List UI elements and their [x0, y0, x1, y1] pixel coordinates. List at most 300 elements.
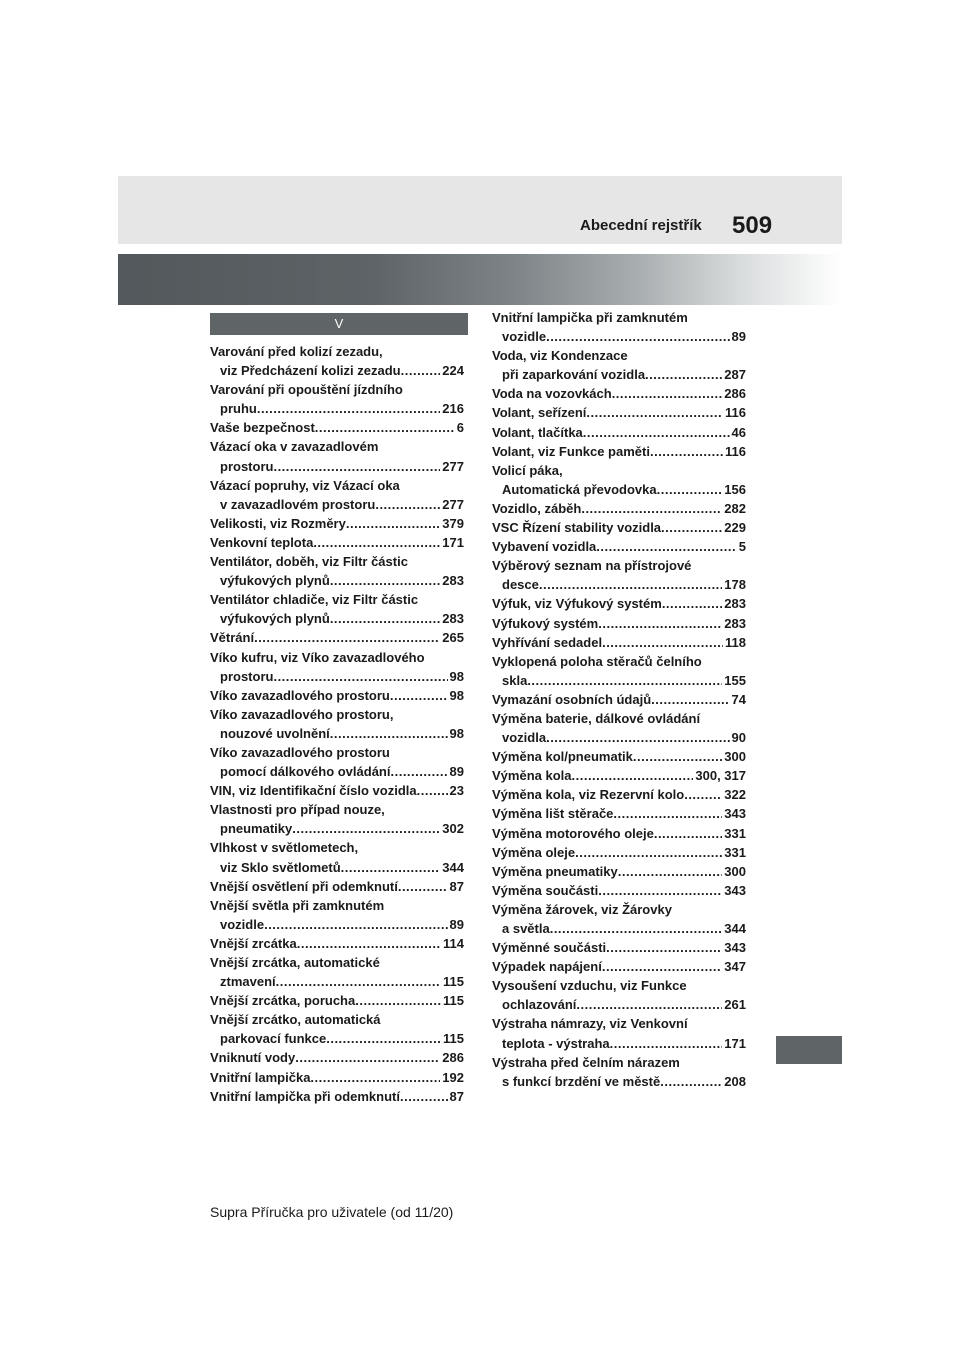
index-term: výfukových plynů — [220, 573, 330, 589]
index-entry-line — [210, 1029, 464, 1048]
index-entry-line — [210, 1068, 464, 1087]
leader-dots — [341, 858, 441, 877]
index-entry — [492, 403, 746, 422]
page-reference: 343 — [724, 940, 746, 956]
leader-dots — [546, 728, 729, 747]
index-entry — [492, 556, 746, 594]
index-term: Víko zavazadlového prostoru — [210, 687, 390, 703]
leader-dots — [654, 824, 722, 843]
index-term: Vaše bezpečnost — [210, 420, 315, 436]
index-term: viz Předcházení kolizi zezadu — [220, 363, 401, 379]
page-reference: 98 — [449, 668, 464, 684]
index-entry-line — [492, 403, 746, 422]
index-term: skla — [502, 672, 528, 688]
index-entry — [210, 418, 464, 437]
index-entry — [210, 896, 464, 934]
index-entry-line — [210, 724, 464, 743]
page-reference: 300, 317 — [695, 768, 746, 784]
index-term: Výměna oleje — [492, 844, 576, 860]
index-entry-line — [210, 609, 464, 628]
leader-dots — [606, 938, 722, 957]
page-reference: 98 — [449, 687, 464, 703]
index-entry — [210, 533, 464, 552]
index-term: Výstraha před čelním nárazem — [492, 1054, 680, 1070]
page-reference: 98 — [449, 725, 464, 741]
page-footer: Supra Příručka pro uživatele (od 11/20) — [210, 1204, 454, 1220]
leader-dots — [633, 747, 722, 766]
index-entry — [492, 614, 746, 633]
page-reference: 277 — [442, 496, 464, 512]
index-term: v zavazadlovém prostoru — [220, 496, 376, 512]
page-reference: 74 — [731, 691, 746, 707]
index-entry — [492, 652, 746, 690]
index-entry-line — [492, 365, 746, 384]
index-entry-line — [492, 690, 746, 709]
index-entry-line — [492, 728, 746, 747]
index-entry — [492, 423, 746, 442]
leader-dots — [297, 934, 441, 953]
index-entry — [492, 594, 746, 613]
leader-dots — [401, 361, 441, 380]
index-entry-line — [492, 995, 746, 1014]
index-entry-line — [492, 862, 746, 881]
index-entry-line — [492, 308, 746, 327]
index-term: pneumatiky — [220, 821, 293, 837]
page-reference: 192 — [442, 1069, 464, 1085]
leader-dots — [661, 518, 722, 537]
section-title: Abecední rejstřík — [580, 217, 702, 234]
leader-dots — [273, 667, 447, 686]
index-term: Voda, viz Kondenzace — [492, 348, 628, 364]
index-entry — [492, 518, 746, 537]
index-entry-line — [210, 1010, 464, 1029]
index-term: ochlazování — [502, 997, 577, 1013]
index-entry-line — [210, 705, 464, 724]
index-entry — [492, 976, 746, 1014]
index-term: Automatická převodovka — [502, 481, 657, 497]
index-term: Vnější osvětlení při odemknutí — [210, 878, 398, 894]
page-reference: 229 — [724, 520, 746, 536]
leader-dots — [264, 915, 447, 934]
index-entry — [492, 843, 746, 862]
index-term: vozidle — [502, 329, 547, 345]
index-entry-line — [492, 594, 746, 613]
index-entry-line — [492, 537, 746, 556]
index-entry-line — [210, 743, 464, 762]
index-entry-line — [492, 652, 746, 671]
page-reference: 347 — [724, 959, 746, 975]
index-term: Výměna kola, viz Rezervní kolo — [492, 787, 685, 803]
index-entry — [210, 552, 464, 590]
index-entry — [210, 590, 464, 628]
page-reference: 171 — [724, 1035, 746, 1051]
page-reference: 156 — [724, 481, 746, 497]
index-entry-line — [492, 843, 746, 862]
index-entry — [492, 957, 746, 976]
index-entry-line — [492, 976, 746, 995]
leader-dots — [326, 1029, 441, 1048]
index-entry — [492, 690, 746, 709]
index-entry — [492, 442, 746, 461]
index-entry-line — [210, 667, 464, 686]
leader-dots — [292, 819, 440, 838]
index-term: Větrání — [210, 630, 255, 646]
index-term: Volant, tlačítka — [492, 424, 583, 440]
index-entry — [492, 785, 746, 804]
index-term: Velikosti, viz Rozměry — [210, 515, 346, 531]
index-term: Výměna lišt stěrače — [492, 806, 614, 822]
index-term: ztmavení — [220, 974, 276, 990]
index-entry — [492, 1014, 746, 1052]
index-entry-line — [210, 858, 464, 877]
index-entry-line — [210, 877, 464, 896]
index-term: desce — [502, 577, 539, 593]
index-entry-line — [492, 327, 746, 346]
index-entry-line — [210, 533, 464, 552]
leader-dots — [596, 537, 736, 556]
index-entry — [492, 900, 746, 938]
index-entry-line — [210, 915, 464, 934]
index-entry-line — [210, 514, 464, 533]
index-entry — [210, 514, 464, 533]
index-entry — [492, 766, 746, 785]
page-reference: 286 — [442, 1050, 464, 1066]
leader-dots — [602, 633, 723, 652]
index-entry-line — [492, 1014, 746, 1033]
leader-dots — [618, 862, 723, 881]
page-reference: 287 — [724, 367, 746, 383]
page-reference: 343 — [724, 882, 746, 898]
page-reference: 87 — [449, 1088, 464, 1104]
index-term: Volant, seřízení — [492, 405, 587, 421]
index-term: Volant, viz Funkce paměti — [492, 443, 650, 459]
index-entry-line — [492, 575, 746, 594]
page-reference: 283 — [442, 611, 464, 627]
leader-dots — [346, 514, 440, 533]
page-reference: 286 — [724, 386, 746, 402]
index-entry — [210, 877, 464, 896]
page-reference: 115 — [443, 1031, 464, 1047]
index-entry-line — [210, 590, 464, 609]
leader-dots — [254, 628, 440, 647]
index-term: Vnitřní lampička při odemknutí — [210, 1088, 400, 1104]
index-term: Vysoušení vzduchu, viz Funkce — [492, 978, 687, 994]
index-term: Vnitřní lampička při zamknutém — [492, 310, 688, 325]
page-reference: 322 — [724, 787, 746, 803]
index-entry-line — [492, 1053, 746, 1072]
index-entry-line — [492, 766, 746, 785]
index-term: Vnější zrcátka, porucha — [210, 993, 356, 1009]
index-term: Vnější zrcátka, automatické — [210, 955, 380, 970]
index-term: Výběrový seznam na přístrojové — [492, 558, 692, 574]
index-term: Víko kufru, viz Víko zavazadlového — [210, 649, 425, 665]
index-term: Vniknutí vody — [210, 1050, 296, 1066]
leader-dots — [575, 843, 722, 862]
page-reference: 115 — [443, 974, 464, 990]
page-reference: 379 — [442, 515, 464, 531]
index-entry-line — [492, 556, 746, 575]
index-term: prostoru — [220, 668, 274, 684]
index-entry-line — [492, 804, 746, 823]
index-column-left — [210, 342, 464, 1106]
index-entry-line — [210, 552, 464, 571]
index-entry-line — [492, 1072, 746, 1091]
index-entry-line — [210, 476, 464, 495]
index-term: nouzové uvolnění — [220, 725, 330, 741]
index-entry-line — [210, 781, 464, 800]
leader-dots — [330, 571, 440, 590]
index-entry-line — [210, 838, 464, 857]
page-reference: 282 — [724, 500, 746, 516]
index-term: Voda na vozovkách — [492, 386, 612, 402]
index-term: viz Sklo světlometů — [220, 859, 341, 875]
index-entry-line — [210, 762, 464, 781]
leader-dots — [539, 575, 722, 594]
index-entry-line — [210, 628, 464, 647]
index-entry-line — [210, 819, 464, 838]
index-entry-line — [210, 800, 464, 819]
index-term: pomocí dálkového ovládání — [220, 764, 391, 780]
index-term: Vnější světla při zamknutém — [210, 897, 385, 913]
index-term: Venkovní teplota — [210, 534, 314, 550]
index-term: Ventilátor chladiče, viz Filtr částic — [210, 592, 419, 608]
index-entry-line — [210, 399, 464, 418]
page-reference: 90 — [731, 730, 746, 746]
leader-dots — [315, 418, 455, 437]
index-term: Vybavení vozidla — [492, 539, 597, 555]
index-term: Vozidlo, záběh — [492, 500, 582, 516]
index-entry-line — [492, 633, 746, 652]
page-reference: 331 — [724, 825, 746, 841]
index-entry-line — [210, 437, 464, 456]
leader-dots — [550, 919, 723, 938]
index-entry-line — [492, 900, 746, 919]
leader-dots — [390, 762, 447, 781]
leader-dots — [581, 499, 722, 518]
leader-dots — [650, 442, 723, 461]
index-entry — [210, 686, 464, 705]
index-term: Výfukový systém — [492, 615, 599, 631]
page-reference: 331 — [724, 844, 746, 860]
index-entry — [492, 384, 746, 403]
index-term: s funkcí brzdění ve městě — [502, 1073, 661, 1089]
index-entry-line — [492, 957, 746, 976]
page-reference: 302 — [442, 821, 464, 837]
index-entry-line — [492, 480, 746, 499]
page-reference: 283 — [724, 596, 746, 612]
index-term: vozidla — [502, 730, 547, 746]
index-entry — [210, 838, 464, 876]
leader-dots — [602, 957, 722, 976]
page-reference: 118 — [725, 634, 746, 650]
index-term: Výměna motorového oleje — [492, 825, 654, 841]
index-entry-line — [492, 938, 746, 957]
index-term: prostoru — [220, 458, 274, 474]
index-entry — [210, 1048, 464, 1067]
index-entry — [492, 499, 746, 518]
index-entry-line — [492, 1034, 746, 1053]
leader-dots — [400, 1087, 448, 1106]
page-number: 509 — [732, 212, 773, 239]
leader-dots — [330, 609, 440, 628]
index-entry-line — [492, 824, 746, 843]
page-reference: 224 — [442, 363, 464, 379]
page-reference: 265 — [442, 630, 464, 646]
leader-dots — [310, 1068, 440, 1087]
index-entry-line — [210, 1048, 464, 1067]
leader-dots — [657, 480, 723, 499]
index-entry-line — [210, 648, 464, 667]
leader-dots — [610, 1034, 723, 1053]
page-reference: 343 — [724, 806, 746, 822]
leader-dots — [586, 403, 723, 422]
index-term: parkovací funkce — [220, 1031, 327, 1047]
page-reference: 155 — [724, 672, 746, 688]
index-term: při zaparkování vozidla — [502, 367, 646, 383]
index-entry — [210, 953, 464, 991]
page-reference: 277 — [442, 458, 464, 474]
index-entry — [210, 628, 464, 647]
index-entry-line — [492, 919, 746, 938]
index-entry — [492, 461, 746, 499]
index-entry — [210, 1010, 464, 1048]
leader-dots — [273, 457, 440, 476]
page-reference: 283 — [724, 615, 746, 631]
index-entry — [492, 881, 746, 900]
page-reference: 5 — [738, 539, 746, 555]
index-entry-line — [210, 361, 464, 380]
index-entry — [492, 346, 746, 384]
index-entry — [210, 648, 464, 686]
index-entry-line — [210, 686, 464, 705]
page-reference: 116 — [725, 443, 746, 459]
leader-dots — [662, 594, 722, 613]
index-entry-line — [210, 418, 464, 437]
page-reference: 283 — [442, 573, 464, 589]
leader-dots — [257, 399, 440, 418]
index-entry — [210, 991, 464, 1010]
leader-dots — [598, 881, 722, 900]
index-entry-line — [492, 614, 746, 633]
index-entry-line — [492, 346, 746, 365]
index-entry — [210, 437, 464, 475]
index-term: Víko zavazadlového prostoru, — [210, 706, 394, 722]
index-entry-line — [210, 342, 464, 361]
index-entry-line — [492, 461, 746, 480]
index-term: Vnější zrcátko, automatická — [210, 1012, 381, 1028]
index-entry — [492, 862, 746, 881]
index-term: Výměna žárovek, viz Žárovky — [492, 901, 672, 917]
index-term: Výměna kol/pneumatik — [492, 749, 633, 765]
leader-dots — [572, 766, 694, 785]
index-term: Vyhřívání sedadel — [492, 634, 603, 650]
page-reference: 87 — [449, 878, 464, 894]
index-entry — [492, 1053, 746, 1091]
leader-dots — [546, 327, 729, 346]
page-reference: 216 — [442, 401, 464, 417]
index-entry-line — [492, 442, 746, 461]
index-term: Vyklopená poloha stěračů čelního — [492, 653, 702, 669]
index-term: Vlhkost v světlometech, — [210, 840, 359, 856]
index-entry — [492, 308, 746, 346]
index-term: Volicí páka, — [492, 462, 563, 478]
index-entry-line — [492, 499, 746, 518]
page-reference: 23 — [449, 783, 464, 799]
index-term: Výměna baterie, dálkové ovládání — [492, 710, 701, 726]
leader-dots — [313, 533, 440, 552]
index-entry — [210, 800, 464, 838]
section-tab-marker — [776, 1036, 842, 1064]
leader-dots — [684, 785, 722, 804]
leader-dots — [390, 686, 448, 705]
leader-dots — [613, 804, 722, 823]
index-entry — [210, 934, 464, 953]
index-entry-line — [210, 934, 464, 953]
leader-dots — [660, 1072, 722, 1091]
index-term: Výměna součásti — [492, 882, 599, 898]
index-entry-line — [210, 380, 464, 399]
index-entry — [210, 1087, 464, 1106]
page-reference: 171 — [442, 534, 464, 550]
index-term: VIN, viz Identifikační číslo vozidla — [210, 783, 417, 799]
index-entry-line — [492, 747, 746, 766]
index-entry — [210, 743, 464, 781]
index-entry-line — [492, 881, 746, 900]
index-entry-line — [492, 423, 746, 442]
page-reference: 89 — [731, 329, 746, 345]
index-term: Výměnné součásti — [492, 940, 607, 956]
index-term: Vnitřní lampička — [210, 1069, 311, 1085]
page-reference: 114 — [443, 935, 464, 951]
index-term: Vázací popruhy, viz Vázací oka — [210, 477, 400, 493]
index-entry-line — [210, 457, 464, 476]
leader-dots — [295, 1048, 440, 1067]
index-entry — [492, 709, 746, 747]
index-term: Vlastnosti pro případ nouze, — [210, 802, 385, 818]
leader-dots — [330, 724, 448, 743]
index-entry — [210, 781, 464, 800]
index-entry — [210, 380, 464, 418]
index-term: Víko zavazadlového prostoru — [210, 744, 390, 760]
index-entry-line — [210, 896, 464, 915]
page-reference: 46 — [731, 424, 746, 440]
index-entry — [210, 342, 464, 380]
page-reference: 6 — [456, 420, 464, 436]
index-term: teplota - výstraha — [502, 1035, 610, 1051]
index-entry-line — [210, 571, 464, 590]
leader-dots — [612, 384, 723, 403]
index-entry — [492, 938, 746, 957]
leader-dots — [276, 972, 441, 991]
leader-dots — [576, 995, 722, 1014]
index-entry — [492, 537, 746, 556]
leader-dots — [583, 423, 730, 442]
page-reference: 178 — [724, 577, 746, 593]
index-term: Výpadek napájení — [492, 959, 602, 975]
index-entry-line — [492, 671, 746, 690]
index-term: výfukových plynů — [220, 611, 330, 627]
index-letter-heading: V — [210, 313, 468, 335]
page-reference: 115 — [443, 993, 464, 1009]
index-term: VSC Řízení stability vozidla — [492, 520, 662, 536]
index-term: Výstraha námrazy, viz Venkovní — [492, 1016, 688, 1032]
index-term: Ventilátor, doběh, viz Filtr částic — [210, 554, 408, 570]
leader-dots — [417, 781, 448, 800]
index-term: Výfuk, viz Výfukový systém — [492, 596, 662, 612]
page-reference: 89 — [449, 916, 464, 932]
index-entry — [492, 747, 746, 766]
leader-dots — [355, 991, 441, 1010]
